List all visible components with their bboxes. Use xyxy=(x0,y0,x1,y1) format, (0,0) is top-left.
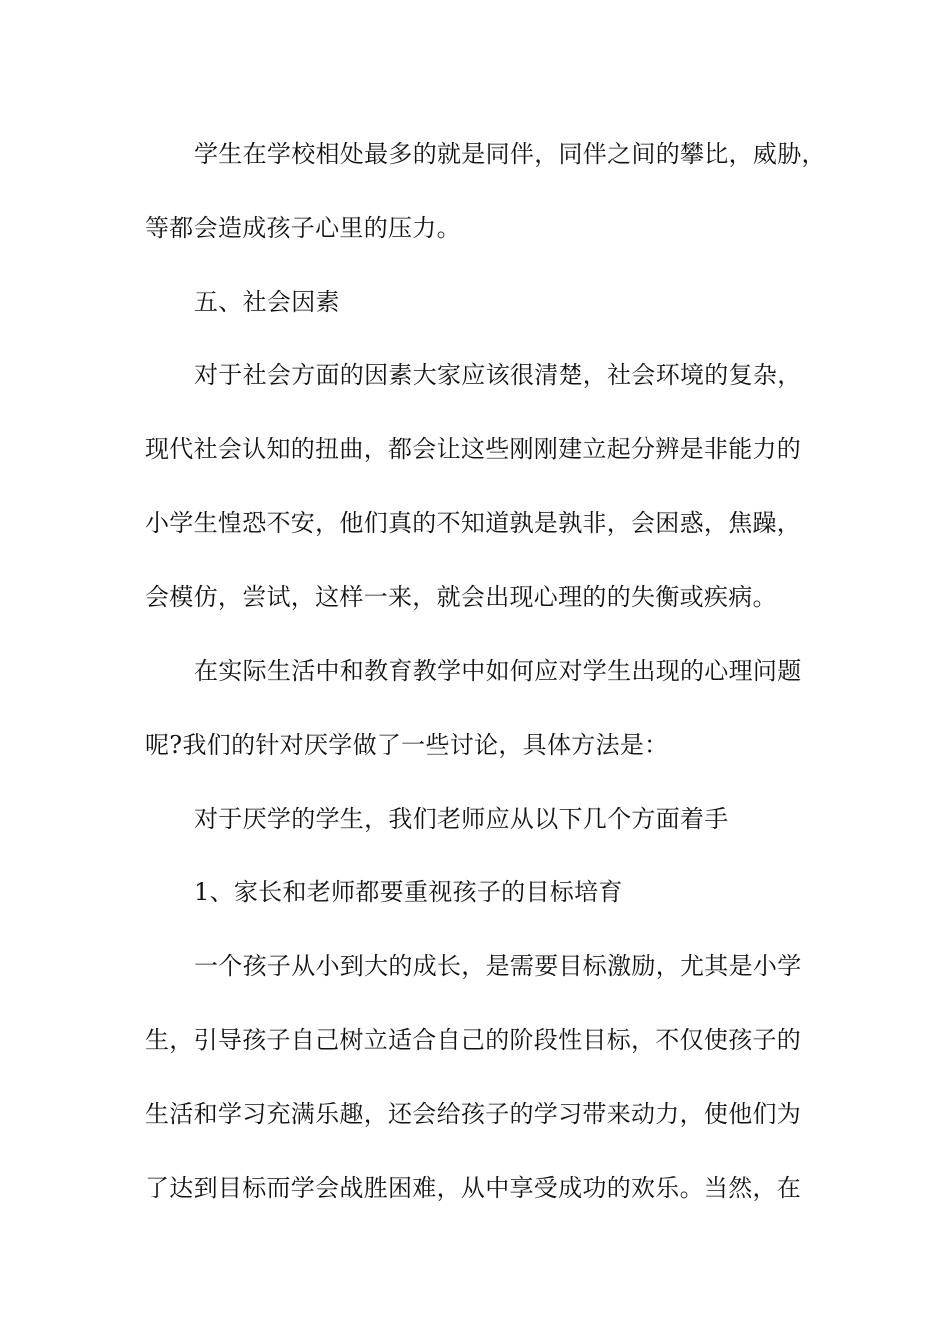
paragraph-line: 等都会造成孩子心里的压力。 xyxy=(145,214,461,242)
paragraph-line: 了达到目标而学会战胜困难，从中享受成功的欢乐。当然，在 xyxy=(145,1174,802,1202)
paragraph-line: 生，引导孩子自己树立适合自己的阶段性目标，不仅使孩子的 xyxy=(145,1026,802,1054)
section-heading: 五、社会因素 xyxy=(194,288,340,316)
paragraph-line: 一个孩子从小到大的成长，是需要目标激励，尤其是小学 xyxy=(194,952,802,980)
paragraph-line: 在实际生活中和教育教学中如何应对学生出现的心理问题 xyxy=(194,657,802,685)
paragraph-line: 现代社会认知的扭曲，都会让这些刚刚建立起分辨是非能力的 xyxy=(145,435,802,463)
section-heading: 1、家长和老师都要重视孩子的目标培育 xyxy=(194,878,623,906)
paragraph-line: 呢?我们的针对厌学做了一些讨论，具体方法是： xyxy=(145,731,669,759)
paragraph-line: 学生在学校相处最多的就是同伴，同伴之间的攀比，威胁， xyxy=(194,140,826,168)
paragraph-line: 对于社会方面的因素大家应该很清楚，社会环境的复杂， xyxy=(194,361,802,389)
paragraph-line: 生活和学习充满乐趣，还会给孩子的学习带来动力，使他们为 xyxy=(145,1100,802,1128)
paragraph-line: 对于厌学的学生，我们老师应从以下几个方面着手 xyxy=(194,805,729,833)
paragraph-line: 小学生惶恐不安，他们真的不知道孰是孰非，会困惑，焦躁， xyxy=(145,509,802,537)
paragraph-line: 会模仿，尝试，这样一来，就会出现心理的的失衡或疾病。 xyxy=(145,583,777,611)
